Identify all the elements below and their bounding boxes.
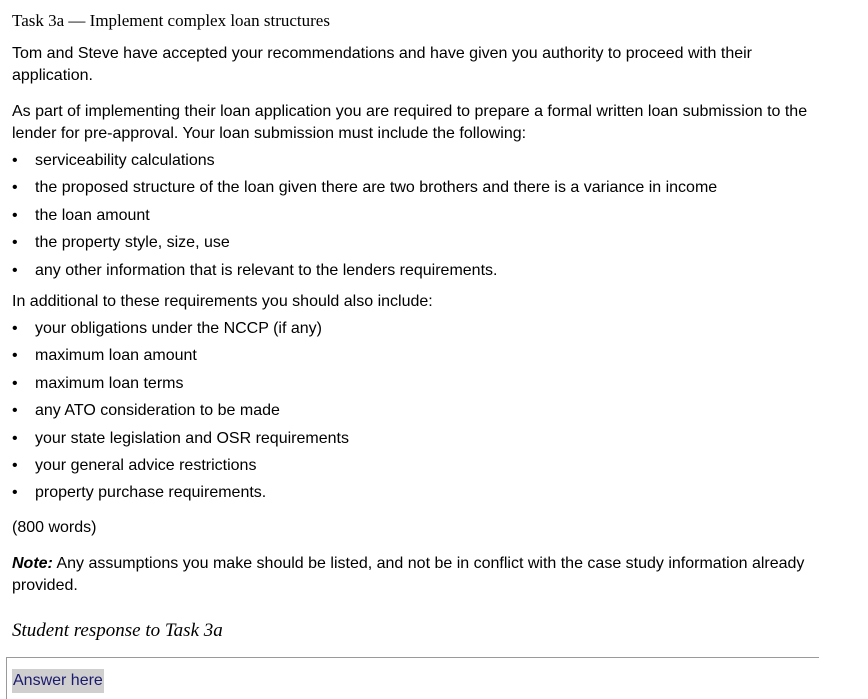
list-item: • maximum loan terms <box>12 370 832 397</box>
bullet-icon: • <box>12 456 18 474</box>
list-item: • any ATO consideration to be made <box>12 397 832 424</box>
bullet-icon: • <box>12 234 18 252</box>
list-item: • any other information that is relevant to the lenders requirements. <box>12 257 832 284</box>
bullet-icon: • <box>12 429 18 447</box>
note-paragraph <box>12 553 832 597</box>
list-item: • the proposed structure of the loan given there are two brothers and there is a variance in income <box>12 174 832 201</box>
bullet-icon: • <box>12 261 18 279</box>
bullet-icon: • <box>12 484 18 502</box>
task-heading: Task 3a — Implement complex loan structures <box>12 11 330 30</box>
bullet-icon: • <box>12 206 18 224</box>
bullet-icon: • <box>12 402 18 420</box>
bullet-icon: • <box>12 374 18 392</box>
additional-requirements-intro: In additional to these requirements you should also include: <box>12 292 433 310</box>
list-item: • property purchase requirements. <box>12 479 832 506</box>
note-text: Any assumptions you make should be listed, and not be in conflict with the case study information already provided. <box>12 554 805 594</box>
list-item: • the loan amount <box>12 202 832 229</box>
implementation-paragraph: As part of implementing their loan application you are required to prepare a formal written loan submission to the lender for pre-approval. Your loan submission must include the following: <box>12 103 808 142</box>
intro-paragraph: Tom and Steve have accepted your recommendations and have given you authority to proceed with their application. <box>12 45 752 84</box>
list-item: • your obligations under the NCCP (if any) <box>12 315 832 342</box>
bullet-icon: • <box>12 179 18 197</box>
bullet-icon: • <box>12 152 18 169</box>
document-page <box>12 0 832 643</box>
word-count: (800 words) <box>12 518 97 536</box>
answer-placeholder[interactable]: Answer here <box>12 669 104 693</box>
list-item: • the property style, size, use <box>12 229 832 256</box>
list-item: • serviceability calculations <box>12 147 832 174</box>
bullet-icon: • <box>12 319 18 337</box>
additional-requirements-list <box>12 315 832 507</box>
list-item: • your state legislation and OSR requirements <box>12 425 832 452</box>
bullet-icon: • <box>12 347 18 365</box>
list-item: • maximum loan amount <box>12 342 832 369</box>
submission-requirements-list <box>12 147 832 284</box>
note-label: Note: <box>12 554 53 572</box>
student-response-heading: Student response to Task 3a <box>12 619 223 641</box>
answer-field[interactable] <box>6 657 819 699</box>
list-item: • your general advice restrictions <box>12 452 832 479</box>
